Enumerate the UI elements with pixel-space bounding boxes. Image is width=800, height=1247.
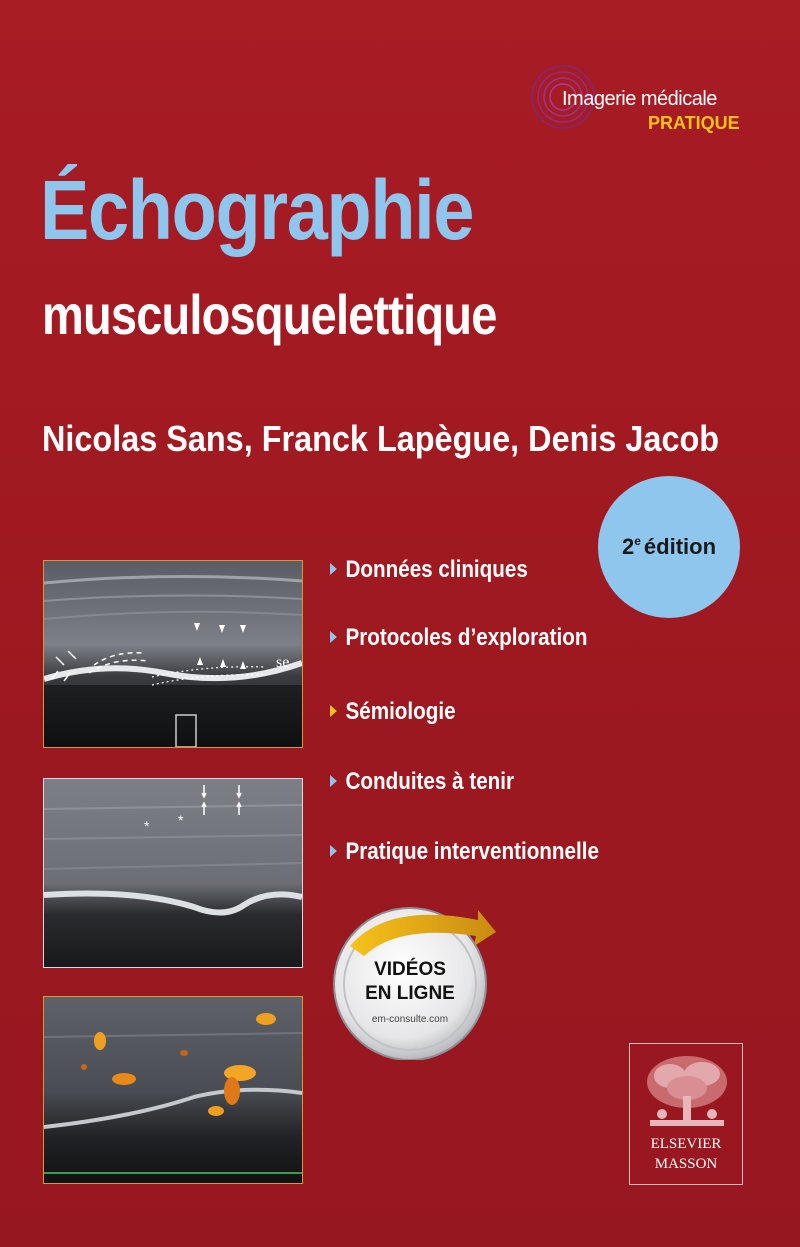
feature-item: Sémiologie	[330, 698, 456, 726]
series-name: Imagerie médicale	[562, 88, 717, 110]
elsevier-tree-icon	[640, 1052, 734, 1132]
series-subtitle: PRATIQUE	[648, 113, 740, 133]
triangle-bullet-icon	[330, 631, 337, 643]
svg-text:*: *	[144, 818, 150, 834]
publisher-logo	[629, 1043, 743, 1185]
edition-badge	[598, 476, 740, 618]
edition-label: édition	[643, 534, 717, 559]
videos-label: VIDÉOS EN LIGNE	[365, 959, 455, 1004]
triangle-bullet-icon	[330, 563, 337, 575]
ultrasound-image-1	[43, 560, 303, 748]
doppler-ultrasound-image-3	[43, 996, 303, 1184]
triangle-bullet-icon	[330, 775, 337, 787]
triangle-bullet-icon	[330, 705, 337, 717]
series-logo	[530, 62, 770, 142]
publisher-name-2: MASSON	[654, 1156, 718, 1172]
feature-item: Pratique interventionnelle	[330, 838, 599, 866]
feature-item: Protocoles d’exploration	[330, 624, 587, 652]
videos-online-badge	[328, 880, 498, 1060]
videos-url: em-consulte.com	[371, 1014, 449, 1025]
edition-number: 2	[621, 534, 635, 559]
svg-text:*: *	[178, 812, 184, 828]
triangle-bullet-icon	[330, 845, 337, 857]
edition-suffix: e	[634, 534, 641, 548]
feature-item: Conduites à tenir	[330, 768, 514, 796]
image-annotation-se: se	[276, 654, 290, 671]
publisher-name-1: ELSEVIER	[650, 1136, 722, 1152]
ultrasound-image-2	[43, 778, 303, 968]
authors: Nicolas Sans, Franck Lapègue, Denis Jacob	[42, 418, 720, 459]
book-title: Échographie	[40, 163, 474, 257]
feature-item: Données cliniques	[330, 556, 528, 584]
book-subtitle: musculosquelettique	[42, 283, 497, 346]
